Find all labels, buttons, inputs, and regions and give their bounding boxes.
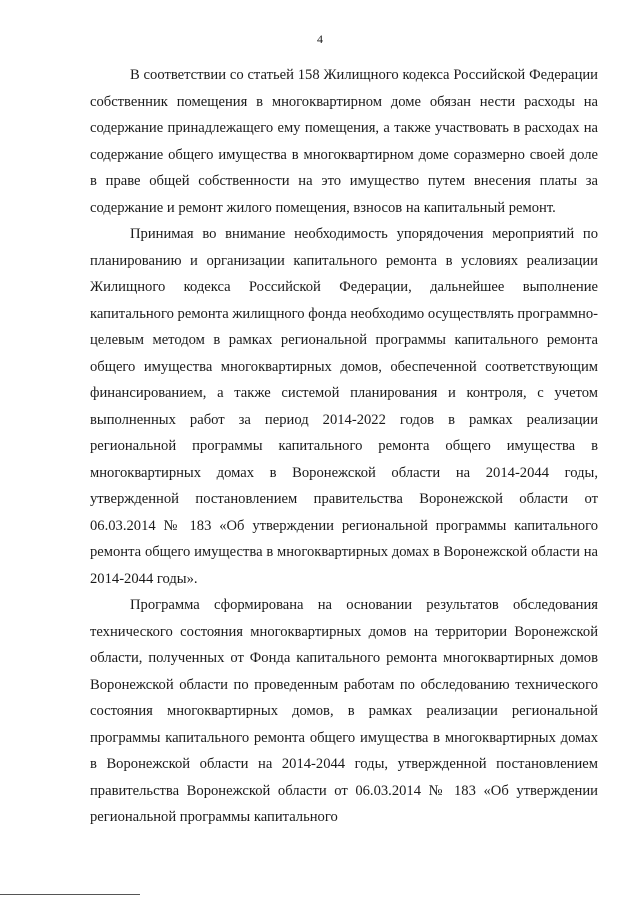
paragraph-housing-code-obligations: В соответствии со статьей 158 Жилищного кодекса Российской Федерации собственник помещения в многоквартирном доме обязан нести расходы на содержание принадлежащего ему помещения, а также участвовать в расходах на содержание общего имущества в многоквартирном доме соразмерно своей доле в праве общей собственности на это имущество путем внесения платы за содержание и ремонт жилого помещения, взносов на капитальный ремонт. [90, 67, 598, 216]
footnote-divider [0, 894, 140, 895]
document-body [90, 62, 598, 831]
paragraph-capital-repair-planning: Принимая во внимание необходимость упорядочения мероприятий по планированию и организации капитального ремонта в условиях реализации Жилищного кодекса Российской Федерации, дальнейшее выполнение капитального ремонта жилищного фонда необходимо осуществлять программно-целевым методом в рамках региональной программы капитального ремонта общего имущества многоквартирных домов, обеспеченной соответствующим финансированием, а также системой планирования и контроля, с учетом выполненных работ за период 2014-2022 годов в рамках реализации региональной программы капитального ремонта общего имущества в многоквартирных домах в Воронежской области на 2014-2044 годы, утвержденной постановлением правительства Воронежской области от 06.03.2014 № 183 «Об утверждении региональной программы капитального ремонта общего имущества в многоквартирных домах в Воронежской области на 2014-2044 годы». [90, 226, 598, 587]
page-number: 4 [317, 32, 323, 46]
paragraph-program-basis: Программа сформирована на основании результатов обследования технического состояния многоквартирных домов на территории Воронежской области, полученных от Фонда капитального ремонта многоквартирных домов Воронежской области по проведенным работам по обследованию технического состояния многоквартирных домов, в рамках реализации региональной программы капитального ремонта общего имущества в многоквартирных домах в Воронежской области на 2014-2044 годы, утвержденной постановлением правительства Воронежской области от 06.03.2014 № 183 «Об утверждении региональной программы капитального [90, 597, 598, 825]
